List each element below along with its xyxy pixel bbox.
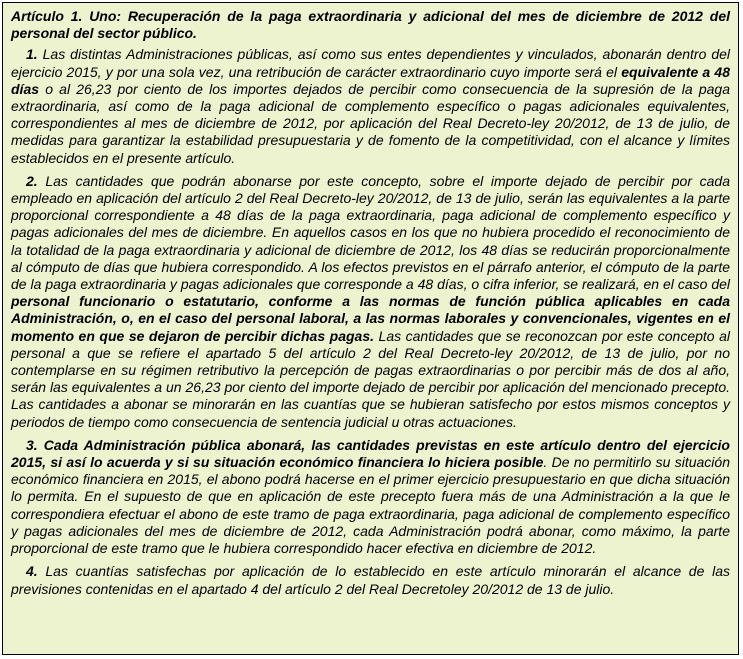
paragraph-number: 2. (26, 172, 38, 189)
paragraph-bold-text: 3. Cada Administración pública abonará, las cantidades previstas en este artículo dentro del ejercicio 2015, si así lo acuerda y si su situación económico financiera lo hiciera posible (11, 436, 730, 471)
paragraph-number: 1. (26, 46, 38, 63)
paragraph-text: Las distintas Administraciones públicas, así como sus entes dependientes y vinculados, abonarán dentro del ejercicio 2015, y por una sola vez, una retribución de carácter extraordinario cuyo importe será el (11, 46, 730, 80)
paragraph-3 (11, 437, 730, 557)
paragraph-4 (11, 563, 730, 597)
paragraph-text: Las cuantías satisfechas por aplicación de lo establecido en este artículo minorarán el alcance de las previsiones contenidas en el apartado 4 del artículo 2 del Real Decretoley 20/2012 de 13 de julio. (11, 563, 730, 597)
paragraph-2 (11, 173, 730, 431)
paragraph-1 (11, 46, 730, 166)
paragraph-text: o al 26,23 por ciento de los importes dejados de percibir como consecuencia de la supresión de la paga extraordinaria, así como de la paga adicional de complemento específico o pagas adicionales equivalentes, correspondientes al mes de diciembre de 2012, por aplicación del Real Decreto-ley 20/2012, de 13 de julio, de medidas para garantizar la estabilidad presupuestaria y de fomento de la competitividad, con el alcance y límites establecidos en el presente artículo. (11, 80, 730, 166)
paragraph-text: Las cantidades que podrán abonarse por este concepto, sobre el importe dejado de percibir por cada empleado en aplicación del artículo 2 del Real Decreto-ley 20/2012, de 13 de julio, serán las equivalentes a la parte proporcional correspondiente a 48 días de la paga extraordinaria, paga adicional de complemento específico y pagas adicionales del mes de diciembre. En aquellos casos en los que no hubiera procedido el reconocimiento de la totalidad de la paga extraordinaria y adicional de diciembre de 2012, los 48 días se reducirán proporcionalmente al cómputo de días que hubiera correspondido. A los efectos previstos en el párrafo anterior, el cómputo de la parte de la paga extraordinaria y pagas adicionales que corresponde a 48 días, o cifra inferior, se realizará, en el caso del (11, 172, 730, 293)
article-box (2, 2, 739, 655)
paragraph-text: . De no permitirlo su situación económico financiera en 2015, el abono podrá hacerse en el primer ejercicio presupuestario en que dicha situación lo permita. En el supuesto de que en aplicación de este precepto fuera más de una Administración a la que le correspondiera efectuar el abono de este tramo de paga extraordinaria, paga adicional de complemento específico y pagas adicionales del mes de diciembre de 2012, cada Administración podrá abonar, como máximo, la parte proporcional de este tramo que le hubiera correspondido hacer efectiva en diciembre de 2012. (11, 454, 730, 557)
article-title: Artículo 1. Uno: Recuperación de la paga extraordinaria y adicional del mes de diciembre de 2012 del personal del sector público. (11, 8, 730, 42)
paragraph-text: Las cantidades que se reconozcan por este concepto al personal a que se refiere el apartado 5 del artículo 2 del Real Decreto-ley 20/2012, de 13 de julio, por no contemplarse en su régimen retributivo la percepción de pagas extraordinarias o por percibir más de dos al año, serán las equivalentes a un 26,23 por ciento del importe dejado de percibir por aplicación del mencionado precepto. Las cantidades a abonar se minorarán en las cuantías que se hubieran satisfecho por estos mismos conceptos y periodos de tiempo como consecuencia de sentencia judicial u otras actuaciones. (11, 327, 730, 430)
paragraph-bold-text: personal funcionario o estatutario, conforme a las normas de función pública aplicables en cada Administración, o, en el caso del personal laboral, a las normas laborales y convencionales, vigentes en el momento en que se dejaron de percibir dichas pagas. (11, 293, 730, 344)
paragraph-number: 4. (26, 563, 38, 580)
paragraph-bold-text: equivalente a 48 días (11, 63, 730, 97)
